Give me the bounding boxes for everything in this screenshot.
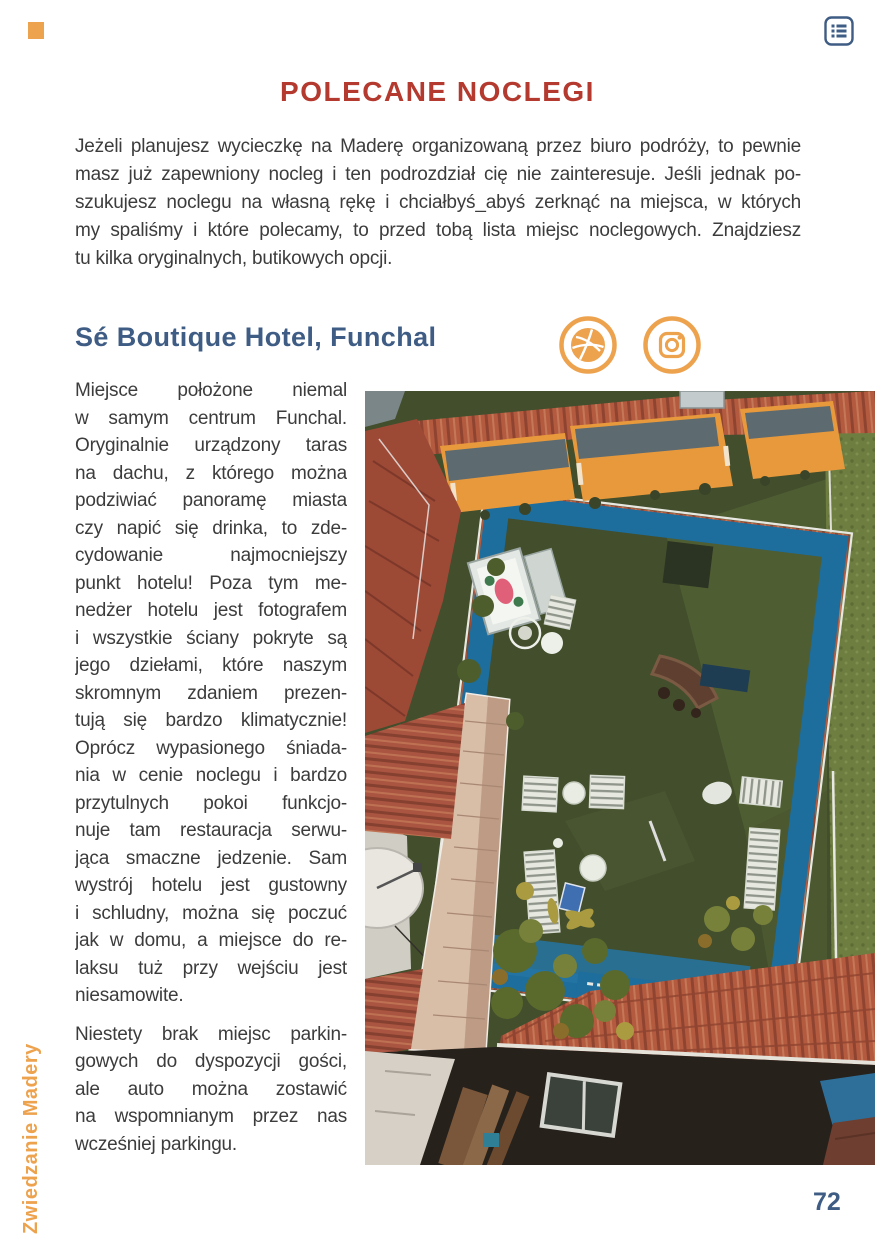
- page-number: 72: [813, 1188, 841, 1216]
- text-line: i wszystkie ściany pokryte są: [75, 627, 347, 649]
- article-text-column: [75, 377, 347, 1158]
- table-of-contents-icon[interactable]: [823, 15, 855, 47]
- text-line: szukujesz noclegu na własną rękę i chciałbyś_abyś zerknąć na miejsca, w których: [75, 192, 801, 213]
- hotel-section-heading: Sé Boutique Hotel, Funchal: [75, 322, 437, 352]
- text-line: i schludny, można się poczuć: [75, 902, 347, 924]
- text-line: gowych do dyspozycji gości,: [75, 1051, 347, 1072]
- text-line: jego dziełami, które naszym: [75, 655, 347, 676]
- text-line: Jeżeli planujesz wycieczkę na Maderę organizowaną przez biuro podróży, to pewnie: [75, 136, 801, 157]
- text-line: punkt hotelu! Poza tym me-: [75, 572, 347, 594]
- text-line: przytulnych pokoi funkcjo-: [75, 792, 347, 814]
- text-line: wcześniej parkingu.: [75, 1133, 238, 1155]
- text-line: Niestety brak miejsc parkin-: [75, 1023, 347, 1045]
- text-line: nedżer hotelu jest fotografem: [75, 600, 347, 621]
- instagram-icon[interactable]: [642, 315, 702, 375]
- intro-paragraph: [75, 133, 801, 273]
- chapter-sidebar-label: Zwiedzanie Madery: [20, 1043, 42, 1234]
- text-line: wystrój hotelu jest gustowny: [75, 875, 347, 896]
- text-line: na dachu, z którego można: [75, 462, 347, 484]
- text-line: masz już zapewniony nocleg i ten podrozdział cię nie zainteresuje. Jeśli jednak po-: [75, 164, 801, 185]
- page-title: POLECANE NOCLEGI: [280, 76, 595, 107]
- text-line: Oprócz wypasionego śniada-: [75, 737, 347, 759]
- article-paragraph-2: [75, 1021, 347, 1159]
- dribbble-icon[interactable]: [558, 315, 618, 375]
- text-line: niesamowite.: [75, 985, 184, 1006]
- text-line: skromnym zdaniem prezen-: [75, 682, 347, 704]
- bottom-shadow-area: [365, 1047, 875, 1165]
- text-line: Oryginalnie urządzony taras: [75, 435, 347, 456]
- text-line: jąca smaczne jedzenie. Sam: [75, 847, 347, 869]
- text-line: my spaliśmy i które polecamy, to przed tobą lista miejsc noclegowych. Znajdziesz: [75, 220, 801, 241]
- text-line: Miejsce położone niemal: [75, 380, 347, 401]
- orange-square-marker: [28, 22, 44, 39]
- text-line: laksu tuż przy wejściu jest: [75, 957, 347, 979]
- text-line: nia w cenie noclegu i bardzo: [75, 765, 347, 786]
- text-line: podziwiać panoramę miasta: [75, 490, 347, 511]
- rooftop-aerial-photo: [365, 391, 875, 1165]
- text-line: cydowanie najmocniejszy: [75, 545, 347, 566]
- text-line: jak w domu, a miejsce do re-: [75, 930, 347, 951]
- text-line: tu kilka oryginalnych, butikowych opcji.: [75, 248, 393, 269]
- dome-seat: [563, 782, 585, 804]
- text-line: na wspomnianym przez nas: [75, 1106, 347, 1127]
- text-line: czy napić się drinka, to zde-: [75, 517, 347, 539]
- article-paragraph-1: [75, 377, 347, 1010]
- text-line: w samym centrum Funchal.: [75, 407, 347, 429]
- text-line: nuje tam restauracja serwu-: [75, 820, 347, 841]
- text-line: tują się bardzo klimatycznie!: [75, 710, 347, 731]
- round-table: [541, 632, 563, 654]
- text-line: ale auto można zostawić: [75, 1078, 347, 1100]
- dome-chair: [580, 855, 606, 881]
